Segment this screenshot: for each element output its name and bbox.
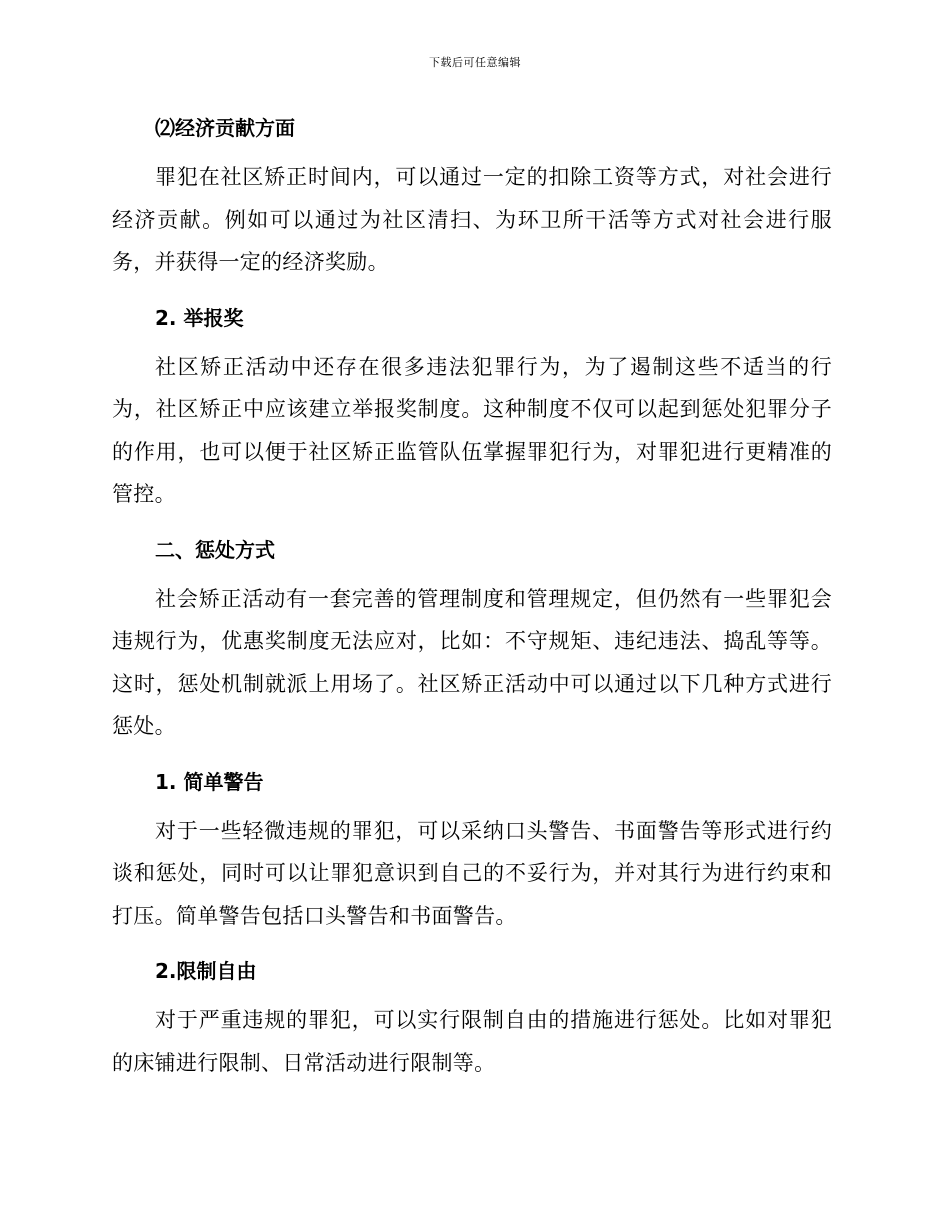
- document-body: [112, 108, 832, 1098]
- paragraph-simple-warning: 对于一些轻微违规的罪犯，可以采纳口头警告、书面警告等形式进行约谈和惩处，同时可以让罪犯意识到自己的不妥行为，并对其行为进行约束和打压。简单警告包括口头警告和书面警告。: [112, 818, 832, 928]
- paragraph-punishment-methods: 社会矫正活动有一套完善的管理制度和管理规定，但仍然有一些罪犯会违规行为，优惠奖制度无法应对，比如：不守规矩、违纪违法、捣乱等等。这时，惩处机制就派上用场了。社区矫正活动中可以通过以下几种方式进行惩处。: [112, 586, 832, 738]
- section-heading-restrict-freedom: 2.限制自由: [155, 959, 257, 983]
- section-heading-punishment-methods: 二、惩处方式: [155, 537, 275, 562]
- paragraph-report-reward: 社区矫正活动中还存在很多违法犯罪行为，为了遏制这些不适当的行为，社区矫正中应该建立举报奖制度。这种制度不仅可以起到惩处犯罪分子的作用，也可以便于社区矫正监管队伍掌握罪犯行为，对罪犯进行更精准的管控。: [112, 354, 832, 506]
- section-heading-report-reward: 2. 举报奖: [155, 305, 244, 330]
- paragraph-restrict-freedom: 对于严重违规的罪犯，可以实行限制自由的措施进行惩处。比如对罪犯的床铺进行限制、日常活动进行限制等。: [112, 1008, 832, 1075]
- section-heading-economic-contribution: ⑵经济贡献方面: [155, 116, 295, 140]
- section-heading-simple-warning: 1. 简单警告: [155, 769, 264, 794]
- page-header: 下载后可任意编辑: [429, 56, 521, 69]
- paragraph-economic-contribution: 罪犯在社区矫正时间内，可以通过一定的扣除工资等方式，对社会进行经济贡献。例如可以通过为社区清扫、为环卫所干活等方式对社会进行服务，并获得一定的经济奖励。: [112, 165, 832, 274]
